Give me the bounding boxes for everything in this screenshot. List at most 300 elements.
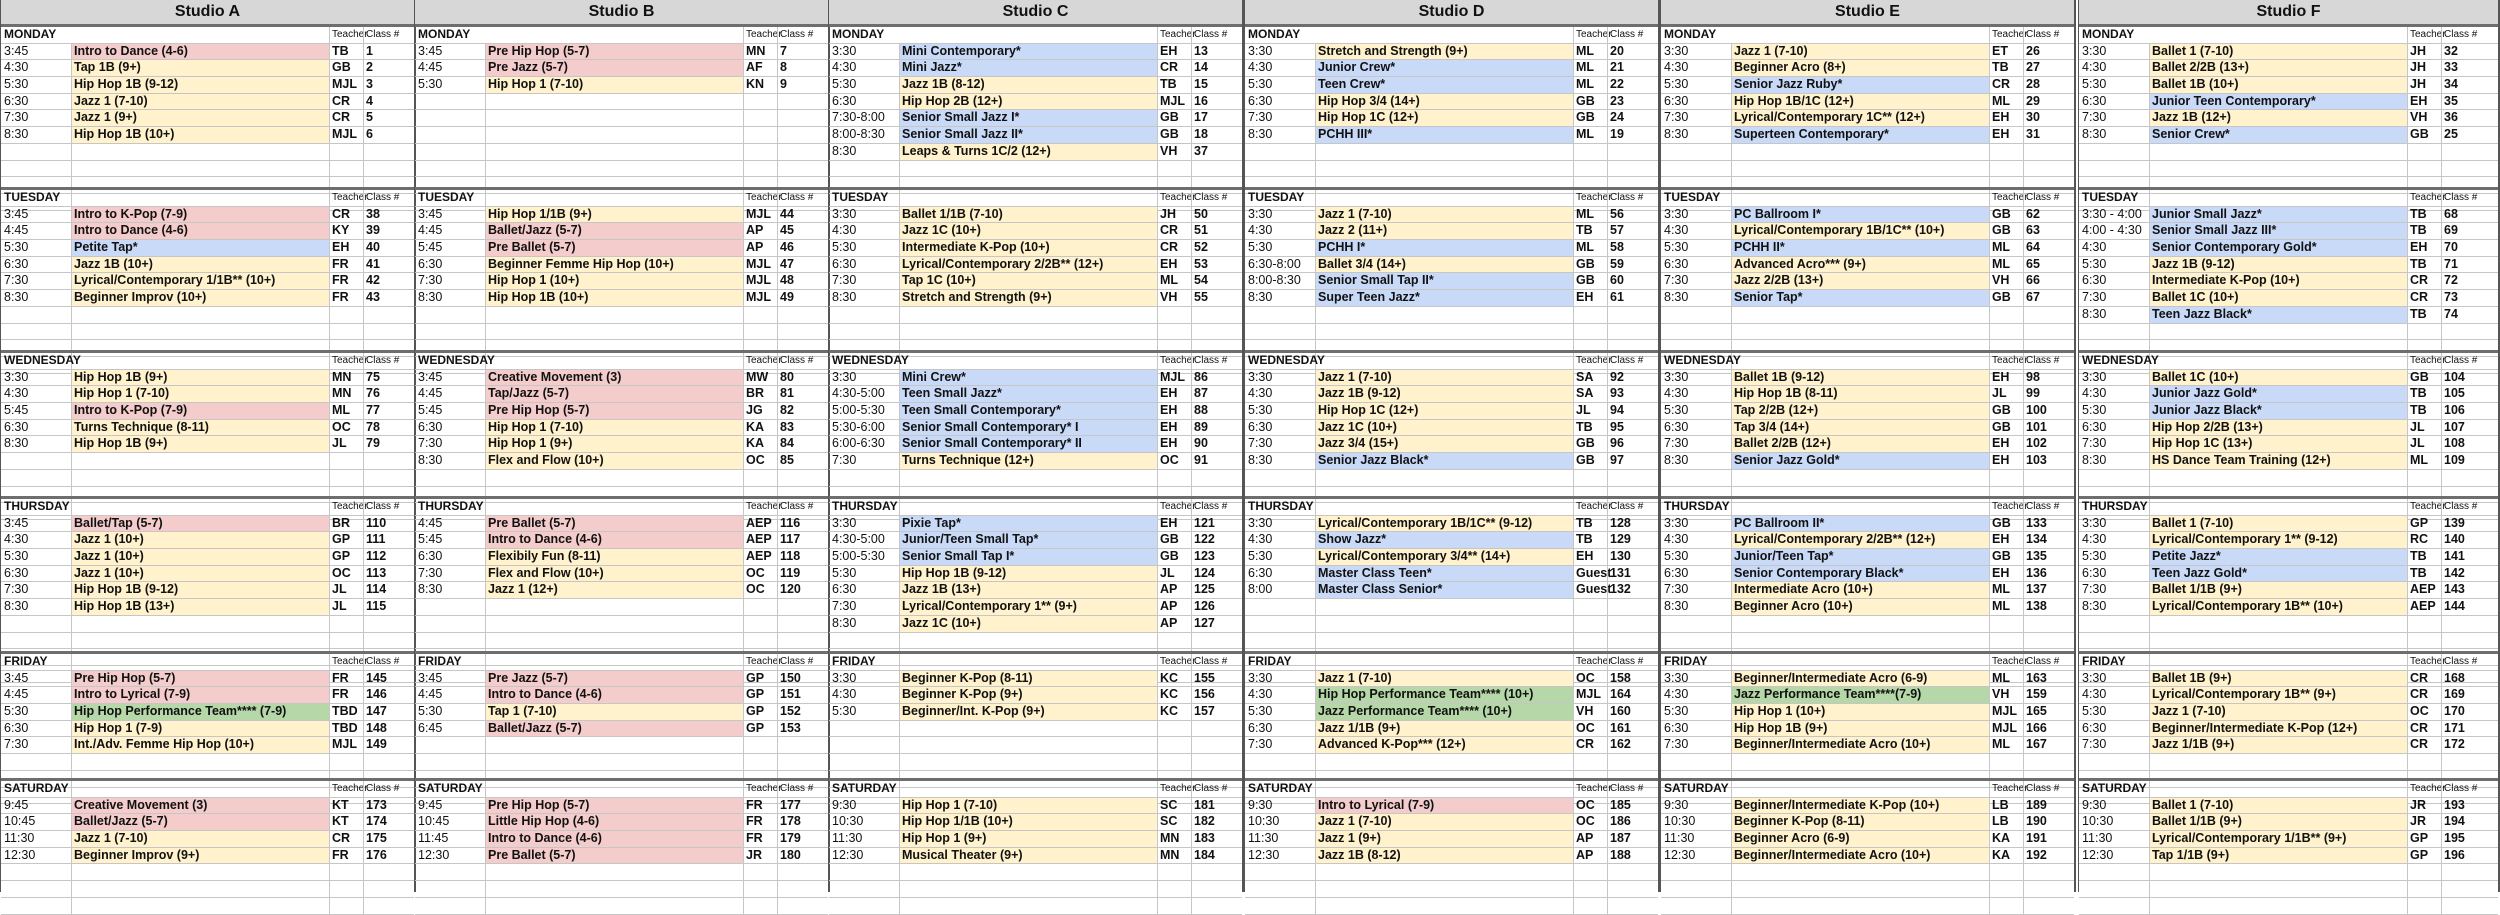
teacher-column-header: Teacher [1573,499,1607,515]
day-section [2079,24,2498,211]
class-time: 4:30 [1664,532,1689,547]
class-row [415,532,828,549]
class-time: 6:30 [1248,419,1273,434]
day-label: SATURDAY [1664,781,1729,795]
class-time: 5:30 [2082,704,2107,719]
class-row [415,704,828,721]
class-teacher: SA [1573,370,1607,386]
class-time: 8:30 [4,599,29,614]
class-teacher [2407,633,2441,649]
class-row [1245,831,1658,848]
class-number-column-header: Class # [1191,190,1241,206]
class-row [829,273,1242,290]
class-name: Pre Hip Hop (5-7) [485,44,743,60]
class-number [2023,324,2073,340]
teacher-column-header: Teacher [2407,27,2441,43]
class-time: 6:30 [418,549,443,564]
class-teacher: KA [1989,831,2023,847]
class-time: 4:45 [418,223,443,238]
studio-column [414,0,830,892]
empty-row [2079,144,2498,161]
class-name: Ballet 1 (7-10) [2149,798,2407,814]
class-name [1731,616,1989,632]
class-number: 53 [1191,257,1241,273]
class-name: Jazz 1/1B (9+) [2149,737,2407,753]
class-teacher: TB [1573,223,1607,239]
class-number: 143 [2441,582,2491,598]
class-time [832,324,898,340]
empty-row [415,898,828,915]
class-row [829,290,1242,307]
class-number: 9 [777,77,827,93]
class-number: 51 [1191,223,1241,239]
class-name: Senior Small Tap I* [899,549,1157,565]
class-teacher: EH [1157,436,1191,452]
class-number: 183 [1191,831,1241,847]
empty-row [2079,470,2498,487]
class-name: Pre Hip Hop (5-7) [485,798,743,814]
class-teacher [329,754,363,770]
class-name: Jazz 1 (7-10) [1315,814,1573,830]
class-name: Mini Contemporary* [899,44,1157,60]
class-time [418,144,484,160]
day-header-row [1661,499,2074,516]
class-name [71,470,329,486]
class-teacher [1573,864,1607,880]
empty-row [1661,324,2074,341]
class-time [4,898,70,914]
class-row [1661,273,2074,290]
class-row [829,436,1242,453]
class-time: 6:30 [1248,565,1273,580]
class-name: Intro to Dance (4-6) [485,831,743,847]
class-number: 41 [363,257,413,273]
class-name: Ballet 1C (10+) [2149,290,2407,306]
class-row [829,223,1242,240]
class-time: 3:45 [418,369,443,384]
class-teacher: GP [329,549,363,565]
class-number: 132 [1607,582,1657,598]
class-time: 7:30 [2082,582,2107,597]
class-number [1191,898,1241,914]
class-number: 102 [2023,436,2073,452]
class-teacher: CR [2407,290,2441,306]
class-time [1664,864,1730,880]
class-number: 54 [1191,273,1241,289]
class-time: 11:30 [4,831,35,846]
class-time: 5:30 [1248,549,1273,564]
class-teacher: EH [1989,436,2023,452]
class-teacher [743,616,777,632]
class-teacher: AF [743,60,777,76]
class-name: Jazz 1C (10+) [1315,420,1573,436]
class-number-column-header: Class # [363,190,413,206]
class-row [1,370,414,387]
class-name [485,599,743,615]
class-time: 8:30 [1248,453,1273,468]
class-row [1661,566,2074,583]
studio-header: Studio C [829,0,1242,26]
class-teacher: ML [329,403,363,419]
class-name: Senior Small Jazz I* [899,110,1157,126]
studio-column [828,0,1244,892]
class-time: 8:30 [1664,599,1689,614]
day-header-row [1,654,414,671]
empty-row [1661,633,2074,650]
class-name [485,864,743,880]
class-name: Jazz Performance Team****(7-9) [1731,687,1989,703]
empty-row [1661,144,2074,161]
class-name: Intermediate Acro (10+) [1731,582,1989,598]
class-number: 25 [2441,127,2491,143]
class-time: 3:30 [1248,369,1273,384]
class-row [1,257,414,274]
class-row [829,516,1242,533]
class-teacher [743,307,777,323]
class-time [418,898,484,914]
class-name: Hip Hop 1B (13+) [71,599,329,615]
class-name: Senior Small Tap II* [1315,273,1573,289]
class-number: 71 [2441,257,2491,273]
class-teacher: GB [1989,516,2023,532]
class-row [1245,721,1658,738]
class-name: Hip Hop 1 (9+) [899,831,1157,847]
teacher-column-header: Teacher [1157,499,1191,515]
class-row [1,273,414,290]
class-row [1245,848,1658,865]
class-teacher [1573,898,1607,914]
class-time [4,324,70,340]
class-teacher: RC [2407,532,2441,548]
class-row [1245,453,1658,470]
class-number: 126 [1191,599,1241,615]
class-number [2441,754,2491,770]
class-row [1,127,414,144]
class-row [1,207,414,224]
class-number: 127 [1191,616,1241,632]
class-row [2079,721,2498,738]
class-teacher: TB [1573,420,1607,436]
class-teacher: GB [1989,207,2023,223]
class-number-column-header: Class # [1607,499,1657,515]
class-teacher [743,898,777,914]
class-row [415,77,828,94]
class-number: 144 [2441,599,2491,615]
class-name: Tap/Jazz (5-7) [485,386,743,402]
class-time: 7:30 [1664,436,1689,451]
class-time [418,94,484,110]
class-number: 16 [1191,94,1241,110]
empty-row [1661,754,2074,771]
class-row [2079,223,2498,240]
class-time [1248,161,1314,177]
class-name: Jazz 1 (7-10) [1315,207,1573,223]
class-number: 196 [2441,848,2491,864]
class-number [1607,881,1657,897]
class-name [485,616,743,632]
studio-header: Studio F [2079,0,2498,26]
class-row [1,737,414,754]
class-name: Intermediate K-Pop (10+) [2149,273,2407,289]
class-number [2023,898,2073,914]
class-teacher: JH [2407,60,2441,76]
class-name: Jazz 1/1B (9+) [1315,721,1573,737]
class-row [415,687,828,704]
class-row [1661,704,2074,721]
class-name: Jazz 1 (10+) [71,566,329,582]
empty-row [1661,307,2074,324]
class-name: Stretch and Strength (9+) [899,290,1157,306]
class-time: 6:30 [4,419,29,434]
class-time: 5:30 [4,77,29,92]
class-number-column-header: Class # [2441,781,2491,797]
class-time [832,898,898,914]
class-number: 187 [1607,831,1657,847]
class-name [1315,599,1573,615]
class-name: Master Class Teen* [1315,566,1573,582]
class-teacher: GB [1573,436,1607,452]
class-time: 6:30 [2082,93,2107,108]
class-row [829,77,1242,94]
class-name: Jazz 1 (9+) [1315,831,1573,847]
class-time: 4:45 [4,687,29,702]
class-row [1661,582,2074,599]
class-name: Ballet 1C (10+) [2149,370,2407,386]
class-name: Hip Hop 1B (8-11) [1731,386,1989,402]
class-number: 118 [777,549,827,565]
class-number: 133 [2023,516,2073,532]
empty-row [2079,616,2498,633]
class-time: 8:00-8:30 [1248,273,1301,288]
class-name: Teen Crew* [1315,77,1573,93]
class-name [71,754,329,770]
class-teacher: ML [1573,77,1607,93]
class-teacher: TBD [329,704,363,720]
class-teacher [1157,754,1191,770]
class-time [418,161,484,177]
class-name: Hip Hop 1C (12+) [1315,403,1573,419]
class-time: 4:30-5:00 [832,532,885,547]
day-header-row [1661,27,2074,44]
class-time [1664,470,1730,486]
day-label: SATURDAY [418,781,483,795]
class-row [1661,687,2074,704]
class-time: 4:30 [1664,60,1689,75]
class-time [1664,307,1730,323]
class-teacher: CR [2407,721,2441,737]
class-number: 57 [1607,223,1657,239]
class-number [777,737,827,753]
class-time: 8:00-8:30 [832,127,885,142]
class-time: 3:30 [2082,670,2107,685]
class-name: Lyrical/Contemporary 1/1B** (10+) [71,273,329,289]
class-name: Hip Hop 1B (10+) [485,290,743,306]
empty-row [415,599,828,616]
class-name: Ballet 1 (7-10) [2149,44,2407,60]
class-row [415,240,828,257]
class-name [2149,754,2407,770]
class-teacher [2407,144,2441,160]
class-teacher: MJL [329,77,363,93]
empty-row [415,127,828,144]
class-row [1245,671,1658,688]
class-name: Intro to Dance (4-6) [485,532,743,548]
class-teacher [743,864,777,880]
class-number: 91 [1191,453,1241,469]
class-teacher [1157,737,1191,753]
class-number: 147 [363,704,413,720]
class-time: 5:30 [1248,77,1273,92]
class-number-column-header: Class # [363,654,413,670]
class-number-column-header: Class # [363,781,413,797]
class-teacher [2407,864,2441,880]
class-name: Hip Hop 1 (7-9) [71,721,329,737]
class-name [899,161,1157,177]
class-number: 168 [2441,671,2491,687]
class-row [829,207,1242,224]
day-header-row [829,499,1242,516]
class-number: 136 [2023,566,2073,582]
class-name: Intermediate K-Pop (10+) [899,240,1157,256]
class-number: 98 [2023,370,2073,386]
class-teacher: TB [2407,223,2441,239]
class-number-column-header: Class # [1191,353,1241,369]
day-label: WEDNESDAY [418,353,495,367]
day-label: FRIDAY [418,654,462,668]
class-teacher [743,737,777,753]
class-time: 5:30 [832,240,857,255]
class-time: 4:30 [1664,386,1689,401]
empty-row [829,161,1242,178]
class-number: 146 [363,687,413,703]
class-time [2082,864,2148,880]
day-section [1661,350,2074,520]
empty-row [415,864,828,881]
class-number: 79 [363,436,413,452]
class-teacher: TBD [329,721,363,737]
class-teacher: ML [1989,257,2023,273]
day-label: TUESDAY [2082,190,2139,204]
class-name [1315,864,1573,880]
class-teacher [1573,470,1607,486]
class-name: Tap 1C (10+) [899,273,1157,289]
class-time: 8:30 [418,290,443,305]
class-number-column-header: Class # [2441,190,2491,206]
class-number: 81 [777,386,827,402]
class-time: 8:30 [1248,127,1273,142]
class-time [418,864,484,880]
class-time [2082,633,2148,649]
class-name: Hip Hop 1 (7-10) [485,420,743,436]
class-teacher: CR [329,831,363,847]
class-time: 8:30 [1664,453,1689,468]
class-time [1664,633,1730,649]
day-label: SATURDAY [1248,781,1313,795]
class-teacher: GP [329,532,363,548]
class-teacher: VH [1989,273,2023,289]
class-name: Hip Hop 1B (9+) [1731,721,1989,737]
class-teacher: TB [2407,403,2441,419]
class-time [418,754,484,770]
class-name: Jazz 1B (8-12) [899,77,1157,93]
class-name: Beginner/Intermediate Acro (10+) [1731,737,1989,753]
class-name: Hip Hop 1C (12+) [1315,110,1573,126]
class-number: 186 [1607,814,1657,830]
class-number [363,453,413,469]
class-number [2441,898,2491,914]
class-name [899,754,1157,770]
class-name: Ballet 1/1B (7-10) [899,207,1157,223]
class-number: 106 [2441,403,2491,419]
class-number-column-header: Class # [2441,353,2491,369]
class-teacher [743,94,777,110]
class-teacher: ML [1989,240,2023,256]
class-number: 48 [777,273,827,289]
class-name: Ballet 2/2B (12+) [1731,436,1989,452]
class-row [1,549,414,566]
class-name: Superteen Contemporary* [1731,127,1989,143]
class-row [1661,257,2074,274]
studio-header: Studio A [1,0,414,26]
class-row [415,566,828,583]
class-number: 137 [2023,582,2073,598]
class-name [2149,633,2407,649]
class-row [1661,798,2074,815]
class-time: 4:30 [2082,386,2107,401]
class-teacher: LB [1989,814,2023,830]
class-number: 169 [2441,687,2491,703]
teacher-column-header: Teacher [1573,353,1607,369]
class-teacher: MJL [743,257,777,273]
class-time [4,161,70,177]
class-teacher: ML [1573,60,1607,76]
class-time [832,754,898,770]
class-number: 55 [1191,290,1241,306]
class-teacher: ML [1989,582,2023,598]
class-time [418,110,484,126]
class-row [2079,257,2498,274]
class-number: 97 [1607,453,1657,469]
class-number: 46 [777,240,827,256]
class-row [829,370,1242,387]
class-row [1245,44,1658,61]
class-name: Jazz 1C (10+) [899,223,1157,239]
class-number: 100 [2023,403,2073,419]
class-row [1,599,414,616]
class-name: Lyrical/Contemporary 1B/1C** (9-12) [1315,516,1573,532]
class-name: Senior Small Jazz III* [2149,223,2407,239]
day-label: TUESDAY [4,190,61,204]
class-time: 3:30 [1664,515,1689,530]
class-name: Hip Hop 1 (7-10) [485,77,743,93]
empty-row [415,144,828,161]
class-teacher: AEP [743,516,777,532]
empty-row [1,754,414,771]
class-time: 6:30 [4,565,29,580]
class-number [1607,307,1657,323]
class-teacher [1157,470,1191,486]
class-name: Beginner/Int. K-Pop (9+) [899,704,1157,720]
day-label: SATURDAY [832,781,897,795]
class-row [829,671,1242,688]
class-time [4,633,70,649]
class-teacher: EH [1157,257,1191,273]
day-label: FRIDAY [1664,654,1708,668]
teacher-column-header: Teacher [329,27,363,43]
class-row [829,453,1242,470]
class-teacher: JR [2407,814,2441,830]
day-header-row [829,654,1242,671]
